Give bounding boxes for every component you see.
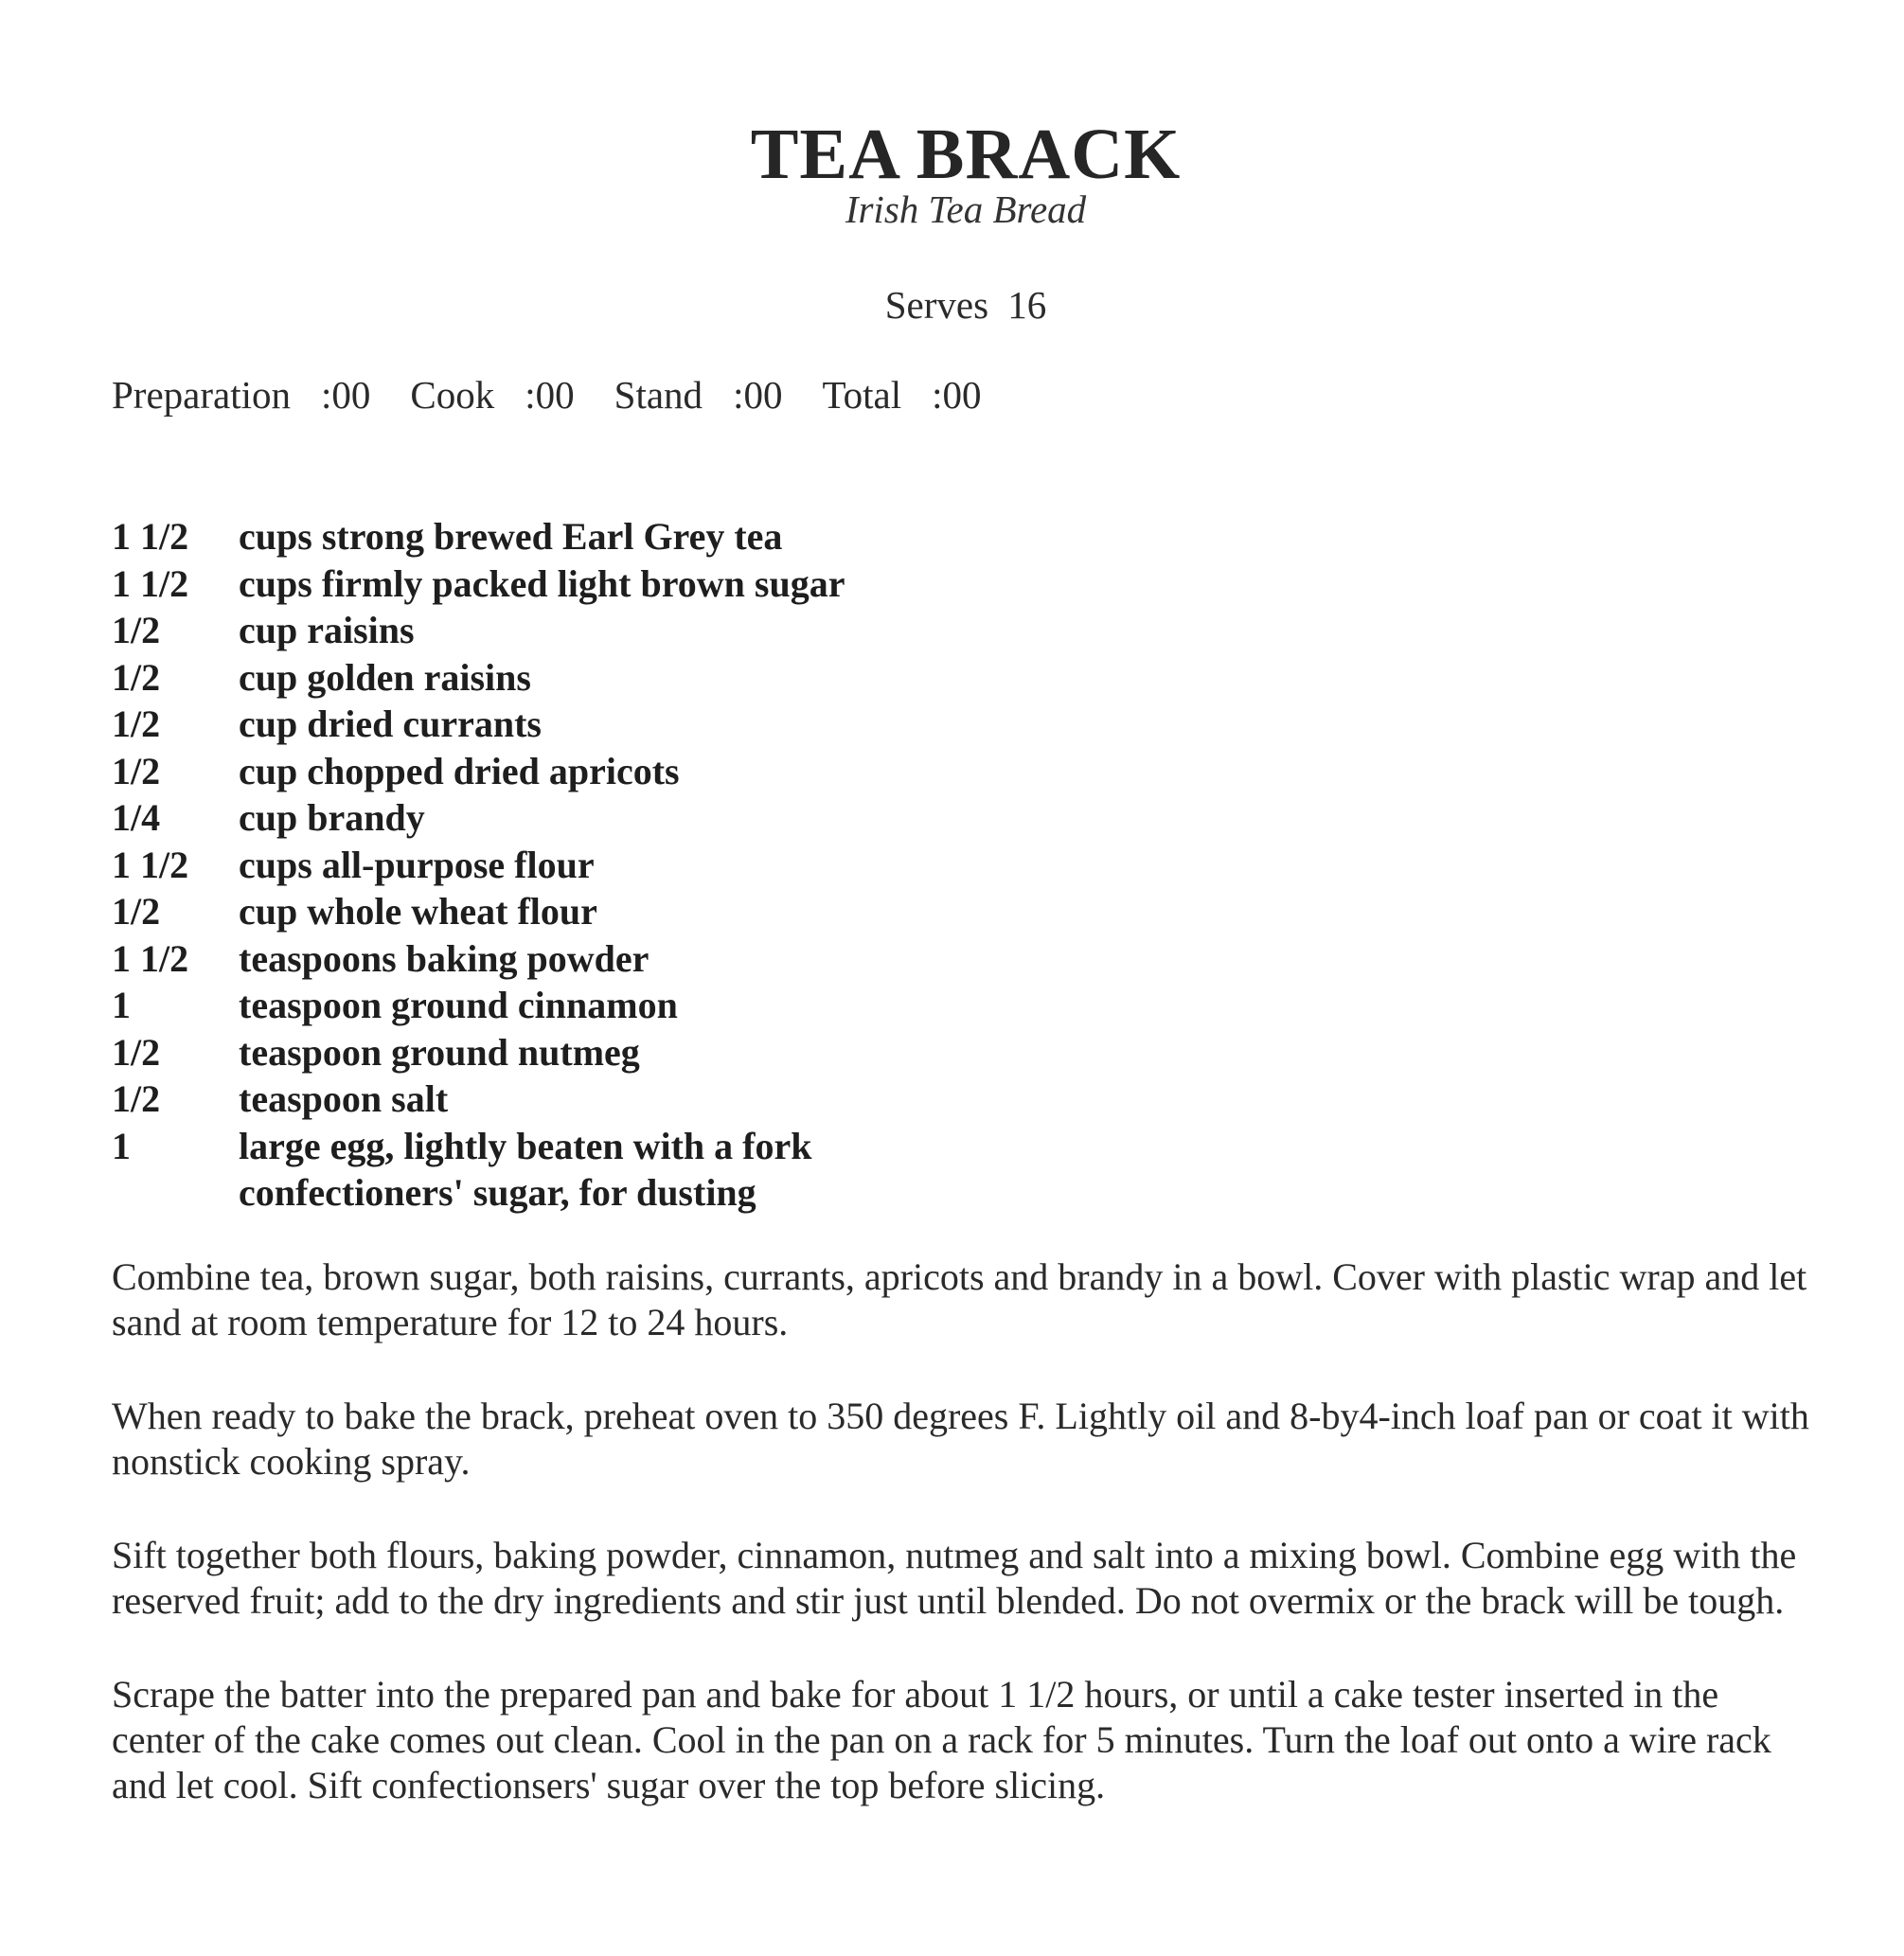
ingredient-qty: 1/4	[112, 796, 161, 839]
ingredient-name: teaspoon ground cinnamon	[239, 984, 678, 1026]
stand-value: :00	[733, 373, 783, 417]
ingredient-qty: 1/2	[112, 749, 161, 792]
ingredient-qty: 1/2	[112, 702, 161, 745]
ingredient-qty: 1	[112, 984, 131, 1026]
ingredient-qty: 1	[112, 1124, 131, 1167]
ingredient-row	[112, 794, 1627, 842]
recipe-title: TEA BRACK	[750, 115, 1182, 194]
ingredient-name: cup brandy	[239, 796, 425, 839]
ingredient-name: cup golden raisins	[239, 655, 531, 699]
ingredient-row	[112, 935, 1627, 983]
ingredient-name: cups strong brewed Earl Grey tea	[239, 515, 783, 558]
ingredient-name: cup chopped dried apricots	[239, 749, 680, 792]
ingredient-name: cups firmly packed light brown sugar	[239, 561, 845, 605]
ingredient-qty: 1/2	[112, 1030, 161, 1074]
ingredient-row	[112, 1123, 1627, 1170]
ingredient-row	[112, 560, 1627, 608]
ingredient-name: teaspoon ground nutmeg	[239, 1030, 640, 1074]
ingredient-name: cups all-purpose flour	[239, 843, 595, 886]
ingredient-row	[112, 1169, 1627, 1217]
ingredient-name: teaspoon salt	[239, 1077, 449, 1120]
ingredient-name: cup raisins	[239, 609, 415, 651]
ingredient-name: teaspoons baking powder	[239, 936, 649, 980]
direction-step: Combine tea, brown sugar, both raisins, currants, apricots and brandy in a bowl. Cover with plastic wrap and let sand at room temperature for 12 to 24 hours.	[112, 1255, 1807, 1343]
ingredient-qty: 1/2	[112, 890, 161, 933]
direction-step: Scrape the batter into the prepared pan and bake for about 1 1/2 hours, or until a cake tester inserted in the center of the cake comes out clean. Cool in the pan on a rack for 5 minutes. Turn the loaf out onto a wire rack and let cool. Sift confectionsers' sugar over the top before slicing.	[112, 1673, 1771, 1806]
ingredient-row	[112, 701, 1627, 748]
ingredient-row	[112, 1029, 1627, 1076]
total-label: Total	[822, 373, 902, 417]
stand-label: Stand	[614, 373, 703, 417]
ingredient-list	[112, 513, 1627, 1217]
cook-value: :00	[525, 373, 575, 417]
ingredient-qty: 1/2	[112, 1077, 161, 1120]
directions	[112, 1254, 1816, 1857]
ingredient-row	[112, 513, 1627, 560]
ingredient-row	[112, 748, 1627, 795]
direction-step: Sift together both flours, baking powder, cinnamon, nutmeg and salt into a mixing bowl. Combine egg with the reserved fruit; add to the dry ingredients and stir just until blended. Do not overmix or the brack will be tough.	[112, 1534, 1797, 1622]
ingredient-qty: 1 1/2	[112, 936, 189, 980]
ingredient-qty	[112, 1169, 239, 1217]
ingredient-name: confectioners' sugar, for dusting	[239, 1171, 756, 1214]
ingredient-row	[112, 1076, 1627, 1123]
prep-label: Preparation	[112, 373, 291, 417]
ingredient-row	[112, 842, 1627, 889]
serves-line: Serves 16	[884, 283, 1047, 327]
ingredient-qty: 1 1/2	[112, 843, 189, 886]
ingredient-row	[112, 888, 1627, 935]
total-value: :00	[932, 373, 982, 417]
timing-line	[112, 371, 1022, 418]
cook-label: Cook	[410, 373, 495, 417]
direction-step: When ready to bake the brack, preheat oven to 350 degrees F. Lightly oil and 8-by4-inch loaf pan or coat it with nonstick cooking spray.	[112, 1395, 1809, 1483]
ingredient-qty: 1 1/2	[112, 561, 189, 605]
ingredient-row	[112, 982, 1627, 1029]
ingredient-name: cup whole wheat flour	[239, 890, 597, 933]
prep-value: :00	[320, 373, 371, 417]
recipe-subtitle: Irish Tea Bread	[845, 187, 1087, 231]
ingredient-name: large egg, lightly beaten with a fork	[239, 1124, 812, 1167]
ingredient-qty: 1/2	[112, 655, 161, 699]
ingredient-row	[112, 607, 1627, 654]
ingredient-qty: 1/2	[112, 609, 161, 651]
ingredient-row	[112, 654, 1627, 702]
ingredient-qty: 1 1/2	[112, 515, 189, 558]
ingredient-name: cup dried currants	[239, 702, 542, 745]
